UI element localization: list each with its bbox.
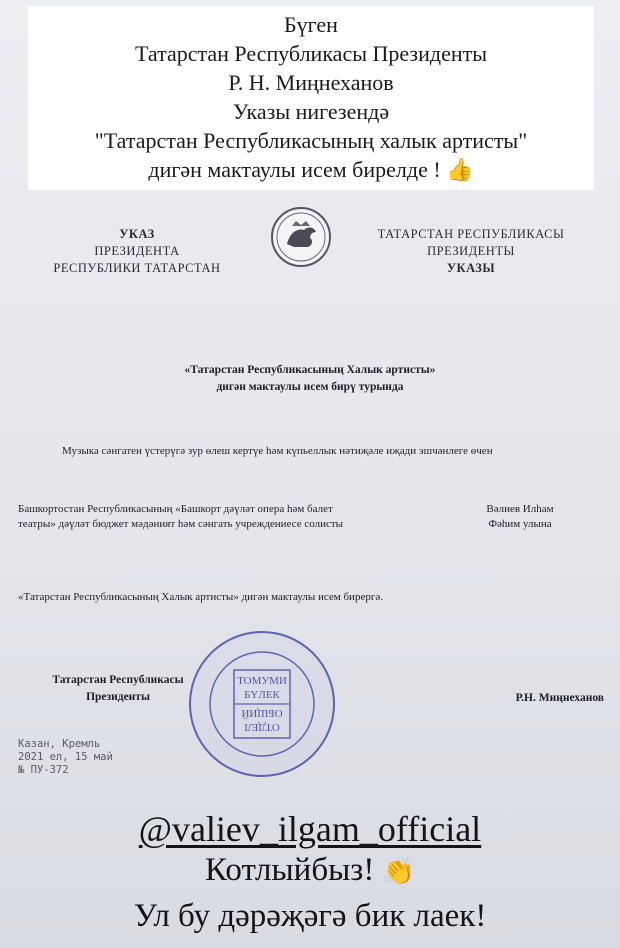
decree-title [60,362,560,396]
header-tatar [346,226,596,277]
recipient-line: Фәһим улына [488,518,552,530]
deserving-line: Ул бу дәрәҗәгә бик лаек! [133,898,487,934]
caption-line: "Татарстан Республикасының халык артисты" [94,128,528,153]
header-ru-line: УКАЗ [119,227,155,241]
recipient-line: Вәлиев Илһам [486,503,554,515]
decree-number: № ПУ-372 [18,764,69,776]
header-ru-line: ПРЕЗИДЕНТА [94,244,180,258]
signature-name: Р.Н. Миңнеханов [515,692,604,704]
congrats-line [0,852,620,889]
clapping-hands-icon: 👏 [382,857,415,886]
instagram-handle-link[interactable]: @valiev_ilgam_official [138,809,482,849]
signatory-line: Татарстан Республикасы [52,674,184,686]
decree-title-line: дигән мактаулы исем бирү турында [216,381,404,393]
caption-line-last [28,155,594,184]
caption-line: Бүген [284,12,338,37]
tatarstan-emblem-icon [270,206,332,268]
story-caption-box [28,6,594,190]
header-ru-line: РЕСПУБЛИКИ ТАТАРСТАН [53,261,221,275]
header-russian [22,226,252,277]
caption-line: Р. Н. Миңнеханов [228,70,394,95]
story-bottom-overlay [0,800,620,948]
caption-line: Татарстан Республикасы Президенты [135,41,487,66]
stamp-text: ОБЩИЙ [241,707,283,719]
congrats-text: Котлыйбыз! [205,852,375,888]
caption-text: дигән мактаулы исем бирелде ! [148,157,441,182]
caption-line: Указы нигезендә [232,99,390,124]
header-tt-line: ТАТАРСТАН РЕСПУБЛИКАСЫ [377,227,565,241]
decree-paragraph: «Татарстан Республикасының Халык артисты» дигән мактаулы исем бирергә. [18,591,383,603]
stamp-text: ТОМУМИ [237,675,287,687]
place-line: Казан, Кремль [18,738,101,750]
decree-document [0,190,620,810]
stamp-text: БҮЛЕК [244,689,280,701]
decree-paragraph: Музыка сәнгатен үстерүгә зур өлеш кертүе һәм күпьеллык нәтиҗәле иҗади эшчәнлеге өчен [62,445,493,457]
stamp-text: ОТДЕЛ [244,721,280,733]
header-tt-line: ПРЕЗИДЕНТЫ [427,244,515,258]
recipient-name [440,502,600,532]
place-date-number [18,738,218,777]
thumbs-up-icon: 👍 [446,157,474,182]
decree-paragraph: Башкортостан Республикасының «Башкорт дәүләт опера һәм балет театры» дәүләт бюджет мәдәният һәм сәнгать учреждениесе солисты [18,503,344,530]
header-tt-line: УКАЗЫ [446,261,496,275]
decree-title-line: «Татарстан Республикасының Халык артисты» [184,364,436,376]
date-line: 2021 ел, 15 май [18,751,113,763]
signatory-line: Президенты [86,691,150,703]
